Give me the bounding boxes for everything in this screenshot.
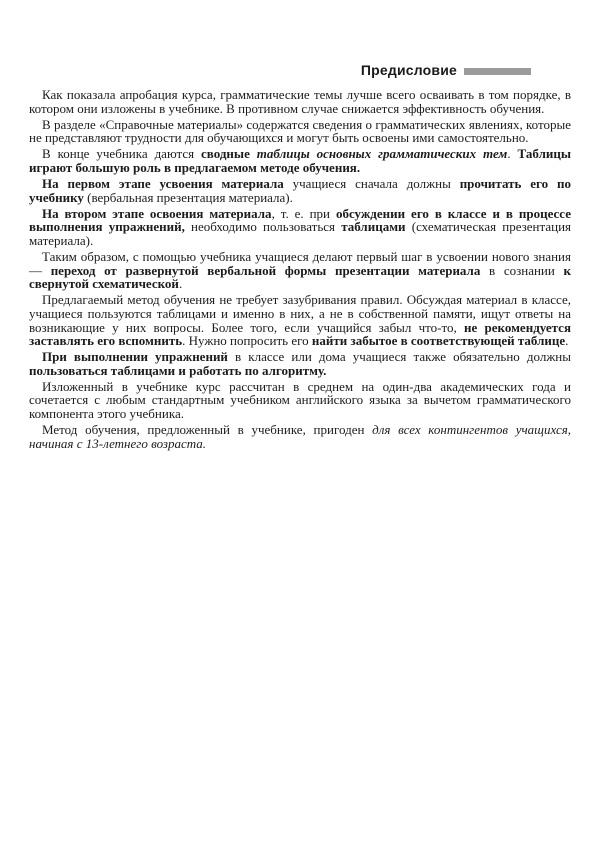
page-header <box>0 62 600 78</box>
text-run: обсуждении его в классе и в процессе выполнения упражнений, <box>29 205 571 235</box>
text-run: в классе или дома учащиеся также обязательно должны <box>235 349 571 365</box>
text-run: к свернутой схематической <box>29 262 572 292</box>
text-run: Предлагаемый метод обучения не требует зазубривания правил. Обсуждая материал в классе, учащиеся пользуются таблицами и именно в них, а не в собственной памяти, ищут ответы на возникающие у них вопросы. Более того, если учащийся забыл что-то, <box>29 292 571 335</box>
text-run: При выполнении упражнений <box>42 349 236 365</box>
text-run: . <box>507 146 518 162</box>
text-run: В конце учебника даются <box>42 146 202 162</box>
text-run: таблицы основных грамматических тем <box>256 146 508 162</box>
paragraph <box>29 88 571 115</box>
paragraph <box>29 293 571 347</box>
paragraph <box>29 207 571 248</box>
text-run: таблицами <box>341 219 412 235</box>
text-run: необходимо пользоваться <box>191 219 342 235</box>
text-run: (схематическая презентация материала). <box>29 219 572 248</box>
text-run: На первом этапе усвоения материала <box>42 176 293 192</box>
paragraph <box>29 147 571 174</box>
text-run: Изложенный в учебнике курс рассчитан в среднем на один-два академических года и сочетается с любым стандартным учебником английского языка за вычетом грамматического компонента этого учебника. <box>29 378 571 422</box>
text-run: (вербальная презентация материала). <box>87 189 293 205</box>
text-run: для всех контингентов учащихся, начиная с 13-летнего возраста. <box>29 422 572 451</box>
text-run: . <box>178 276 183 292</box>
text-run: На втором этапе освоения материала <box>42 205 272 221</box>
paragraph <box>29 118 571 145</box>
header-accent-bar <box>464 68 531 75</box>
text-run: . <box>565 333 569 349</box>
paragraph <box>29 250 571 291</box>
text-run: Таблицы играют большую роль в предлагаемом методе обучения. <box>29 146 571 175</box>
text-run: . Нужно попросить его <box>182 333 312 349</box>
text-run: не рекомендуется заставлять его вспомнить <box>29 319 571 349</box>
text-run: Как показала апробация курса, грамматические темы лучше всего осваивать в том порядке, в котором они изложены в учебнике. В противном случае снижается эффективность обучения. <box>29 87 571 116</box>
text-run: в сознании <box>489 262 564 278</box>
text-run: найти забытое в соответствующей таблице <box>311 333 566 349</box>
paragraph <box>29 177 571 204</box>
page-title: Предисловие <box>360 62 457 78</box>
paragraph <box>29 350 571 377</box>
text-run: В разделе «Справочные материалы» содержатся сведения о грамматических явлениях, которые не представляют трудности для обучающихся и могут быть освоены ими самостоятельно. <box>29 116 571 146</box>
text-run: Метод обучения, предложенный в учебнике, пригоден <box>42 422 373 438</box>
book-page <box>0 62 600 862</box>
paragraph <box>29 423 571 450</box>
paragraph <box>29 380 571 421</box>
text-run: Таким образом, с помощью учебника учащиеся делают первый шаг в усвоении нового знания — <box>29 249 571 278</box>
text-run: , т. е. при <box>271 205 336 221</box>
text-run: сводные <box>201 146 257 162</box>
text-run: прочитать его по учебнику <box>29 176 571 205</box>
page-text <box>29 88 571 450</box>
text-run: учащиеся сначала должны <box>292 176 460 192</box>
text-run: пользоваться таблицами и работать по алгоритму. <box>29 362 327 378</box>
text-run: переход от развернутой вербальной формы презентации материала <box>50 262 490 278</box>
